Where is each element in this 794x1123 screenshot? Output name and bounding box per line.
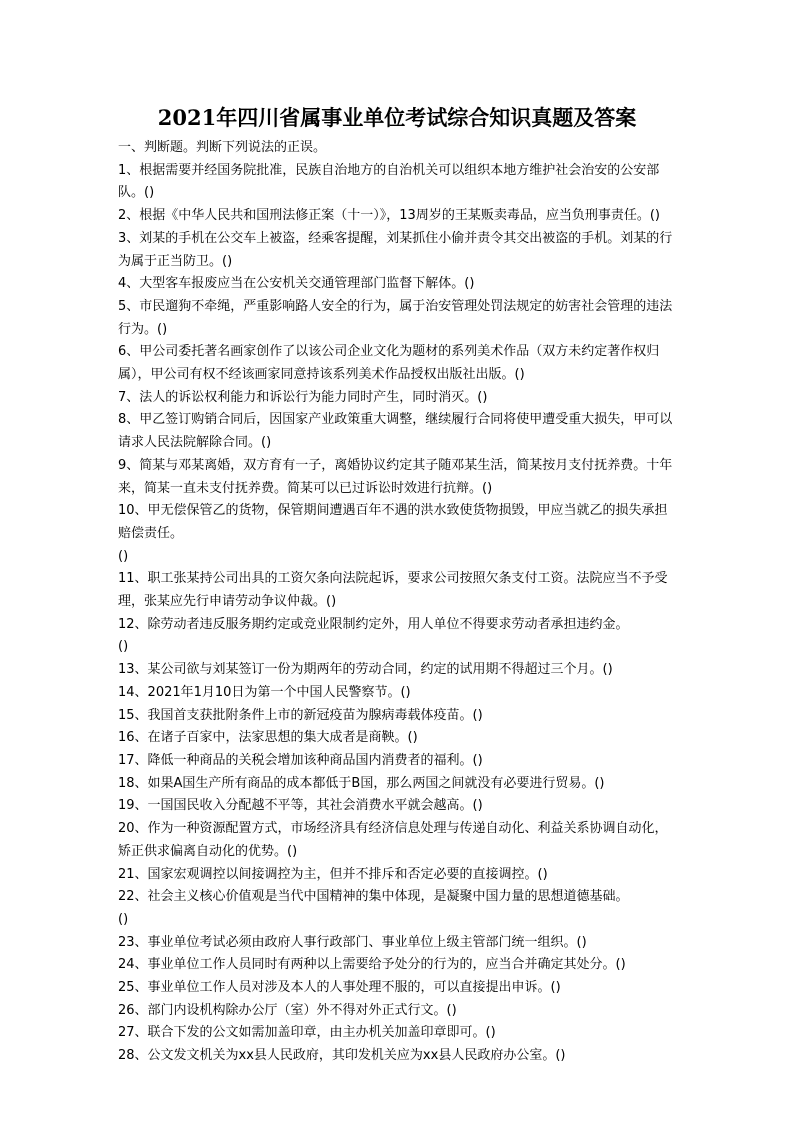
question-item: 16、在诸子百家中，法家思想的集大成者是商鞅。() xyxy=(118,730,418,746)
question-item: 5、市民遛狗不牵绳，严重影响路人安全的行为，属于治安管理处罚法规定的妨害社会管理的违法行为。() xyxy=(118,298,673,337)
question-item: 10、甲无偿保管乙的货物，保管期间遭遇百年不遇的洪水致使货物损毁，甲应当就乙的损失承担赔偿责任。 () xyxy=(118,503,668,564)
question-item: 3、刘某的手机在公交车上被盗，经乘客提醒，刘某抓住小偷并责令其交出被盗的手机。刘某的行为属于正当防卫。() xyxy=(118,230,673,269)
question-item: 1、根据需要并经国务院批准，民族自治地方的自治机关可以组织本地方维护社会治安的公安部队。() xyxy=(118,162,660,201)
question-item: 14、2021年1月10日为第一个中国人民警察节。() xyxy=(118,684,411,700)
question-item: 2、根据《中华人民共和国刑法修正案（十一）》，13周岁的王某贩卖毒品，应当负刑事责任。() xyxy=(118,208,660,224)
question-item: 28、公文发文机关为xx县人民政府，其印发机关应为xx县人民政府办公室。() xyxy=(118,1048,566,1064)
question-item: 19、一国国民收入分配越不平等，其社会消费水平就会越高。() xyxy=(118,798,483,814)
question-item: 21、国家宏观调控以间接调控为主，但并不排斥和否定必要的直接调控。() xyxy=(118,866,548,882)
question-item: 27、联合下发的公文如需加盖印章，由主办机关加盖印章即可。() xyxy=(118,1025,496,1041)
question-item: 20、作为一种资源配置方式，市场经济具有经济信息处理与传递自动化、利益关系协调自动化，矫正供求偏离自动化的优势。() xyxy=(118,821,668,859)
question-item: 7、法人的诉讼权利能力和诉讼行为能力同时产生，同时消灭。() xyxy=(118,389,488,405)
document-body xyxy=(118,137,678,1068)
question-item: 25、事业单位工作人员对涉及本人的人事处理不服的，可以直接提出申诉。() xyxy=(118,980,561,996)
question-item: 4、大型客车报废应当在公安机关交通管理部门监督下解体。() xyxy=(118,276,475,292)
document-title: 2021年四川省属事业单位考试综合知识真题及答案 xyxy=(157,105,637,130)
question-list xyxy=(118,160,678,1068)
question-item: 11、职工张某持公司出具的工资欠条向法院起诉，要求公司按照欠条支付工资。法院应当不予受理，张某应先行申请劳动争议仲裁。() xyxy=(118,571,668,610)
question-item: 12、除劳动者违反服务期约定或竞业限制约定外，用人单位不得要求劳动者承担违约金。 () xyxy=(118,616,629,655)
question-item: 15、我国首支获批附条件上市的新冠疫苗为腺病毒载体疫苗。() xyxy=(118,707,483,723)
question-item: 9、简某与邓某离婚，双方育有一子，离婚协议约定其子随邓某生活，简某按月支付抚养费。十年来，简某一直未支付抚养费。简某可以已过诉讼时效进行抗辩。() xyxy=(118,457,673,496)
question-item: 18、如果A国生产所有商品的成本都低于B国，那么两国之间就没有必要进行贸易。() xyxy=(118,775,605,791)
question-item: 23、事业单位考试必须由政府人事行政部门、事业单位上级主管部门统一组织。() xyxy=(118,934,587,950)
question-item: 17、降低一种商品的关税会增加该种商品国内消费者的福利。() xyxy=(118,752,483,768)
question-item: 13、某公司欲与刘某签订一份为期两年的劳动合同，约定的试用期不得超过三个月。() xyxy=(118,662,613,678)
question-item: 8、甲乙签订购销合同后，因国家产业政策重大调整，继续履行合同将使甲遭受重大损失，甲可以请求人民法院解除合同。() xyxy=(118,412,673,451)
question-item: 6、甲公司委托著名画家创作了以该公司企业文化为题材的系列美术作品（双方未约定著作权归属），甲公司有权不经该画家同意持该系列美术作品授权出版社出版。() xyxy=(118,344,660,383)
question-item: 26、部门内设机构除办公厅（室）外不得对外正式行文。() xyxy=(118,1002,457,1018)
section-heading: 一、判断题。判断下列说法的正误。 xyxy=(118,140,327,155)
question-item: 22、社会主义核心价值观是当代中国精神的集中体现，是凝聚中国力量的思想道德基础。 () xyxy=(118,889,629,927)
question-item: 24、事业单位工作人员同时有两种以上需要给予处分的行为的，应当合并确定其处分。() xyxy=(118,957,626,973)
